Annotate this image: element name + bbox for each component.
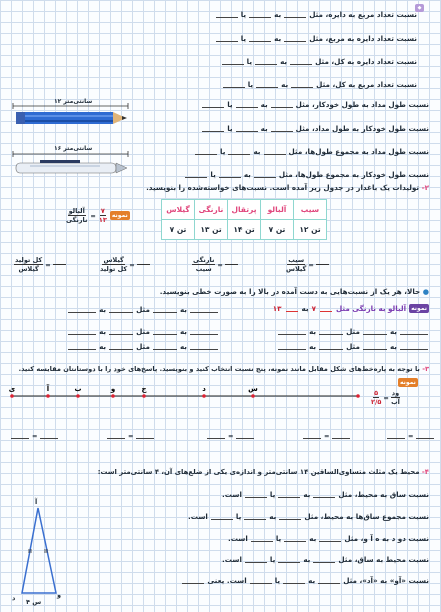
segment-ratio-item[interactable]: = <box>206 432 255 440</box>
segment-point <box>111 394 115 398</box>
q2-title: ۲- تولیدات یک باغدار در جدول زیر آمده است. نسبت‌های خواسته‌شده را بنویسید. <box>146 183 429 192</box>
shape-ratio-row-blank-b[interactable] <box>249 12 271 18</box>
shape-ratio-row-blank-a[interactable] <box>284 12 306 18</box>
answer-fraction[interactable] <box>225 256 238 273</box>
triangle-ratio-row-label: نسبت مجموع ساق‌ها به محیط، مثل <box>304 512 429 521</box>
shape-ratio-row-blank-a[interactable] <box>290 59 312 65</box>
linear-ratio-row: به مثل به <box>277 327 429 336</box>
triangle-ratio-row-blank-d[interactable] <box>182 578 204 584</box>
triangle-ratio-row-label: نسبت محیط به ساق، مثل <box>338 555 429 564</box>
linear-ratio-row: به مثل به <box>67 305 219 314</box>
triangle-ratio-row-blank-b[interactable] <box>244 514 266 520</box>
length-ratio-row-label: نسبت طول مداد به مجموع طول‌ها، مثل <box>288 147 429 156</box>
length-ratio-row: نسبت طول مداد به مجموع طول‌ها، مثل به یا <box>194 147 429 156</box>
triangle-ratio-row-label: نسبت دو د به ه آ و، مثل <box>344 534 429 543</box>
triangle-ratio-row-label: نسبت «آو» به «آد»، مثل <box>343 576 429 585</box>
answer-fraction[interactable] <box>137 256 150 273</box>
triangle-ratio-row-blank-c[interactable] <box>211 514 233 520</box>
ratio-fraction-item: $\frac{\text{کل تولید}}{\text{گیلاس}}$ = <box>14 256 66 273</box>
triangle-ratio-row-label: نسبت ساق به محیط، مثل <box>338 490 429 499</box>
segment-ratio-item[interactable]: = <box>10 432 59 440</box>
triangle-base-label: ۴ س <box>26 598 42 606</box>
linear-ratio-row: به مثل به <box>67 342 219 351</box>
ratio-fraction-item: $\frac{\text{سیب}}{\text{گیلاس}}$ = <box>286 256 329 273</box>
shape-ratio-row-blank-b[interactable] <box>256 82 278 88</box>
example-badge: نمونه <box>111 212 128 219</box>
length-ratio-row-blank-b[interactable] <box>219 172 241 178</box>
triangle-ratio-row-blank-c[interactable] <box>245 557 267 563</box>
triangle-ratio-row-blank-b[interactable] <box>278 557 300 563</box>
triangle-ratio-row-blank-a[interactable] <box>318 578 340 584</box>
length-ratio-row-blank-b[interactable] <box>228 149 250 155</box>
segment-point-label: ب <box>74 385 82 393</box>
length-ratio-row-label: نسبت طول خودکار به طول مداد، مثل <box>295 124 429 133</box>
length-ratio-row: نسبت طول خودکار به طول مداد، مثل به یا <box>201 124 429 133</box>
q4-title: ۴- محیط یک مثلث متساوی‌الساقین ۱۴ سانتی‌متر و اندازه‌ی یکی از ضلع‌های آن، ۴ سانتی‌متر است: <box>97 468 429 476</box>
segment-point-label: آ <box>46 385 50 393</box>
q2-linear-example: نمونه آلبالو به نارنگی مثل ۷ به ۱۳ <box>272 304 427 313</box>
pencil-length-label: ۱۲ سانتی‌متر <box>54 98 93 105</box>
word-fraction: $\frac{\text{کل تولید}}{\text{گیلاس}}$ <box>15 256 43 273</box>
q3-example-fraction: $\frac{۵}{۲/۵}$ = $\frac{\text{و‌د}}{\text{آب}}$ <box>371 389 400 406</box>
triangle-ratio-row-blank-a[interactable] <box>279 514 301 520</box>
shape-ratio-row-blank-c[interactable] <box>223 82 245 88</box>
shape-ratio-row-blank-a[interactable] <box>291 82 313 88</box>
triangle-ratio-row-blank-a[interactable] <box>313 557 335 563</box>
length-ratio-row-blank-c[interactable] <box>202 126 224 132</box>
segment-point <box>76 394 80 398</box>
segment-point <box>10 394 14 398</box>
length-ratio-row-blank-a[interactable] <box>254 172 276 178</box>
table-value-cell: ۱۲ تن <box>294 220 327 240</box>
pencil-figure <box>10 97 130 127</box>
shape-ratio-row: نسبت تعداد مربع به دایره، مثل به یا <box>215 10 417 19</box>
triangle-ratio-row-blank-a[interactable] <box>319 536 341 542</box>
shape-ratio-row-blank-a[interactable] <box>284 36 306 42</box>
pen-length-label: ۱۶ سانتی‌متر <box>54 145 93 152</box>
segment-point-label: س <box>248 385 258 393</box>
section-badge: ◆ <box>415 4 424 12</box>
shape-ratio-row-blank-b[interactable] <box>255 59 277 65</box>
length-ratio-row-blank-c[interactable] <box>185 172 207 178</box>
triangle-ratio-row-blank-c[interactable] <box>251 536 273 542</box>
q3-example-badge: نمونه <box>400 379 416 386</box>
pen-icon <box>10 151 132 181</box>
ratio-fraction-item: $\frac{\text{نارنگی}}{\text{سیب}}$ = <box>192 256 238 273</box>
table-header-cell: گیلاس <box>162 200 195 220</box>
triangle-ratio-row: نسبت ساق به محیط، مثل به یا است. <box>222 490 429 499</box>
table-value-cell: ۱۴ تن <box>228 220 261 240</box>
shape-ratio-row-blank-c[interactable] <box>216 12 238 18</box>
example-words-fraction: $\frac{\text{آلبالو}}{\text{نارنگی}}$ <box>66 207 88 224</box>
triangle-ratio-row: نسبت «آو» به «آد»، مثل به یا است. یعنی <box>181 576 429 585</box>
word-fraction: $\frac{\text{نارنگی}}{\text{سیب}}$ <box>193 256 215 273</box>
pen-figure <box>10 145 130 180</box>
length-ratio-row-blank-b[interactable] <box>236 126 258 132</box>
segment-point <box>251 394 255 398</box>
triangle-ratio-row-blank-a[interactable] <box>313 492 335 498</box>
shape-ratio-row-label: نسبت تعداد مربع به دایره، مثل <box>309 10 417 19</box>
length-ratio-row-blank-b[interactable] <box>236 102 258 108</box>
table-header-cell: سیب <box>294 200 327 220</box>
segment-point-label: ج <box>141 385 147 393</box>
length-ratio-row-blank-a[interactable] <box>264 149 286 155</box>
q3-example <box>398 378 418 387</box>
triangle-ratio-row-blank-c[interactable] <box>250 578 272 584</box>
segment-ratio-item[interactable]: = <box>106 432 155 440</box>
q2-fractions <box>14 256 434 280</box>
shape-ratio-row: نسبت تعداد مربع به کل، مثل به یا <box>222 80 417 89</box>
word-fraction: $\frac{\text{سیب}}{\text{گیلاس}}$ <box>286 256 307 273</box>
length-ratio-row-label: نسبت طول مداد به طول خودکار، مثل <box>295 100 429 109</box>
table-value-cell: ۷ تن <box>162 220 195 240</box>
length-ratio-row: نسبت طول خودکار به مجموع طول‌ها، مثل به یا <box>184 170 429 179</box>
length-ratio-row: نسبت طول مداد به طول خودکار، مثل به یا <box>201 100 429 109</box>
answer-fraction[interactable] <box>53 256 66 273</box>
triangle-ratio-row: نسبت مجموع ساق‌ها به محیط، مثل به یا است. <box>188 512 429 521</box>
triangle-ratio-row-blank-b[interactable] <box>284 536 306 542</box>
segment-point <box>202 394 206 398</box>
table-value-cell: ۱۳ تن <box>195 220 228 240</box>
table-header-cell: پرتقال <box>228 200 261 220</box>
triangle-vertex-right: و <box>57 591 62 599</box>
shape-ratio-row: نسبت تعداد دایره به کل، مثل به یا <box>221 57 417 66</box>
shape-ratio-row-blank-c[interactable] <box>222 59 244 65</box>
pencil-icon <box>10 103 132 133</box>
segment-point-label: ی <box>8 385 16 393</box>
linear-ratio-row: به مثل به <box>277 342 429 351</box>
q2-example: $\frac{\text{آلبالو}}{\text{نارنگی}}$ = $\frac{۷}{۱۳}$ نمونه <box>66 207 128 224</box>
segment-point-label: و <box>110 385 116 393</box>
length-ratio-row-blank-c[interactable] <box>202 102 224 108</box>
table-header-cell: نارنگی <box>195 200 228 220</box>
shape-ratio-row-label: نسبت تعداد دایره به مربع، مثل <box>309 34 417 43</box>
triangle-ratio-row: نسبت محیط به ساق، مثل به یا است. <box>222 555 429 564</box>
table-header-cell: آلبالو <box>261 200 294 220</box>
word-fraction: $\frac{\text{گیلاس}}{\text{کل تولید}}$ <box>100 256 128 273</box>
triangle-ratio-row-blank-b[interactable] <box>283 578 305 584</box>
production-table <box>161 199 327 240</box>
shape-ratio-row-label: نسبت تعداد دایره به کل، مثل <box>315 57 417 66</box>
length-ratio-row-label: نسبت طول خودکار به مجموع طول‌ها، مثل <box>278 170 429 179</box>
q3-fractions <box>10 428 430 448</box>
shape-ratio-row-label: نسبت تعداد مربع به کل، مثل <box>316 80 417 89</box>
shape-ratio-row: نسبت تعداد دایره به مربع، مثل به یا <box>215 34 417 43</box>
segment-line <box>8 382 363 408</box>
shape-ratio-row-blank-c[interactable] <box>216 36 238 42</box>
segment-ratio-item[interactable]: = <box>386 432 435 440</box>
q3-title: ۳- با توجه به پاره‌خط‌های شکل مقابل مانند نمونه، پنج نسبت انتخاب کنید و بنویسید. پاسخ‌های خود را با دوستانتان مقایسه کنید. <box>18 365 429 373</box>
length-ratio-row-blank-c[interactable] <box>195 149 217 155</box>
linear-ratio-row: به مثل به <box>67 327 219 336</box>
table-value-cell: ۷ تن <box>261 220 294 240</box>
example-number-fraction: $\frac{۷}{۱۳}$ <box>98 207 107 224</box>
triangle-vertex-top: آ <box>35 498 38 506</box>
length-ratio-row-blank-a[interactable] <box>271 102 293 108</box>
triangle-vertex-left: د <box>12 594 16 602</box>
triangle-ratio-row: نسبت دو د به ه آ و، مثل به یا است. <box>227 534 429 543</box>
triangle-ratio-row-blank-b[interactable] <box>278 492 300 498</box>
length-ratio-row-blank-a[interactable] <box>271 126 293 132</box>
ratio-fraction-item: $\frac{\text{گیلاس}}{\text{کل تولید}}$ = <box>100 256 150 273</box>
segment-end-point <box>356 394 360 398</box>
segment-point-label: د <box>202 385 206 393</box>
segment-point <box>142 394 146 398</box>
answer-fraction[interactable] <box>316 256 329 273</box>
segment-ratio-item[interactable]: = <box>302 432 351 440</box>
q2-linear-instruction: ● حالا، هر یک از نسبت‌هایی به دست آمده در بالا را به صورت خطی بنویسید. <box>159 287 429 296</box>
shape-ratio-row-blank-b[interactable] <box>249 36 271 42</box>
triangle-ratio-row-blank-c[interactable] <box>245 492 267 498</box>
segment-point <box>46 394 50 398</box>
